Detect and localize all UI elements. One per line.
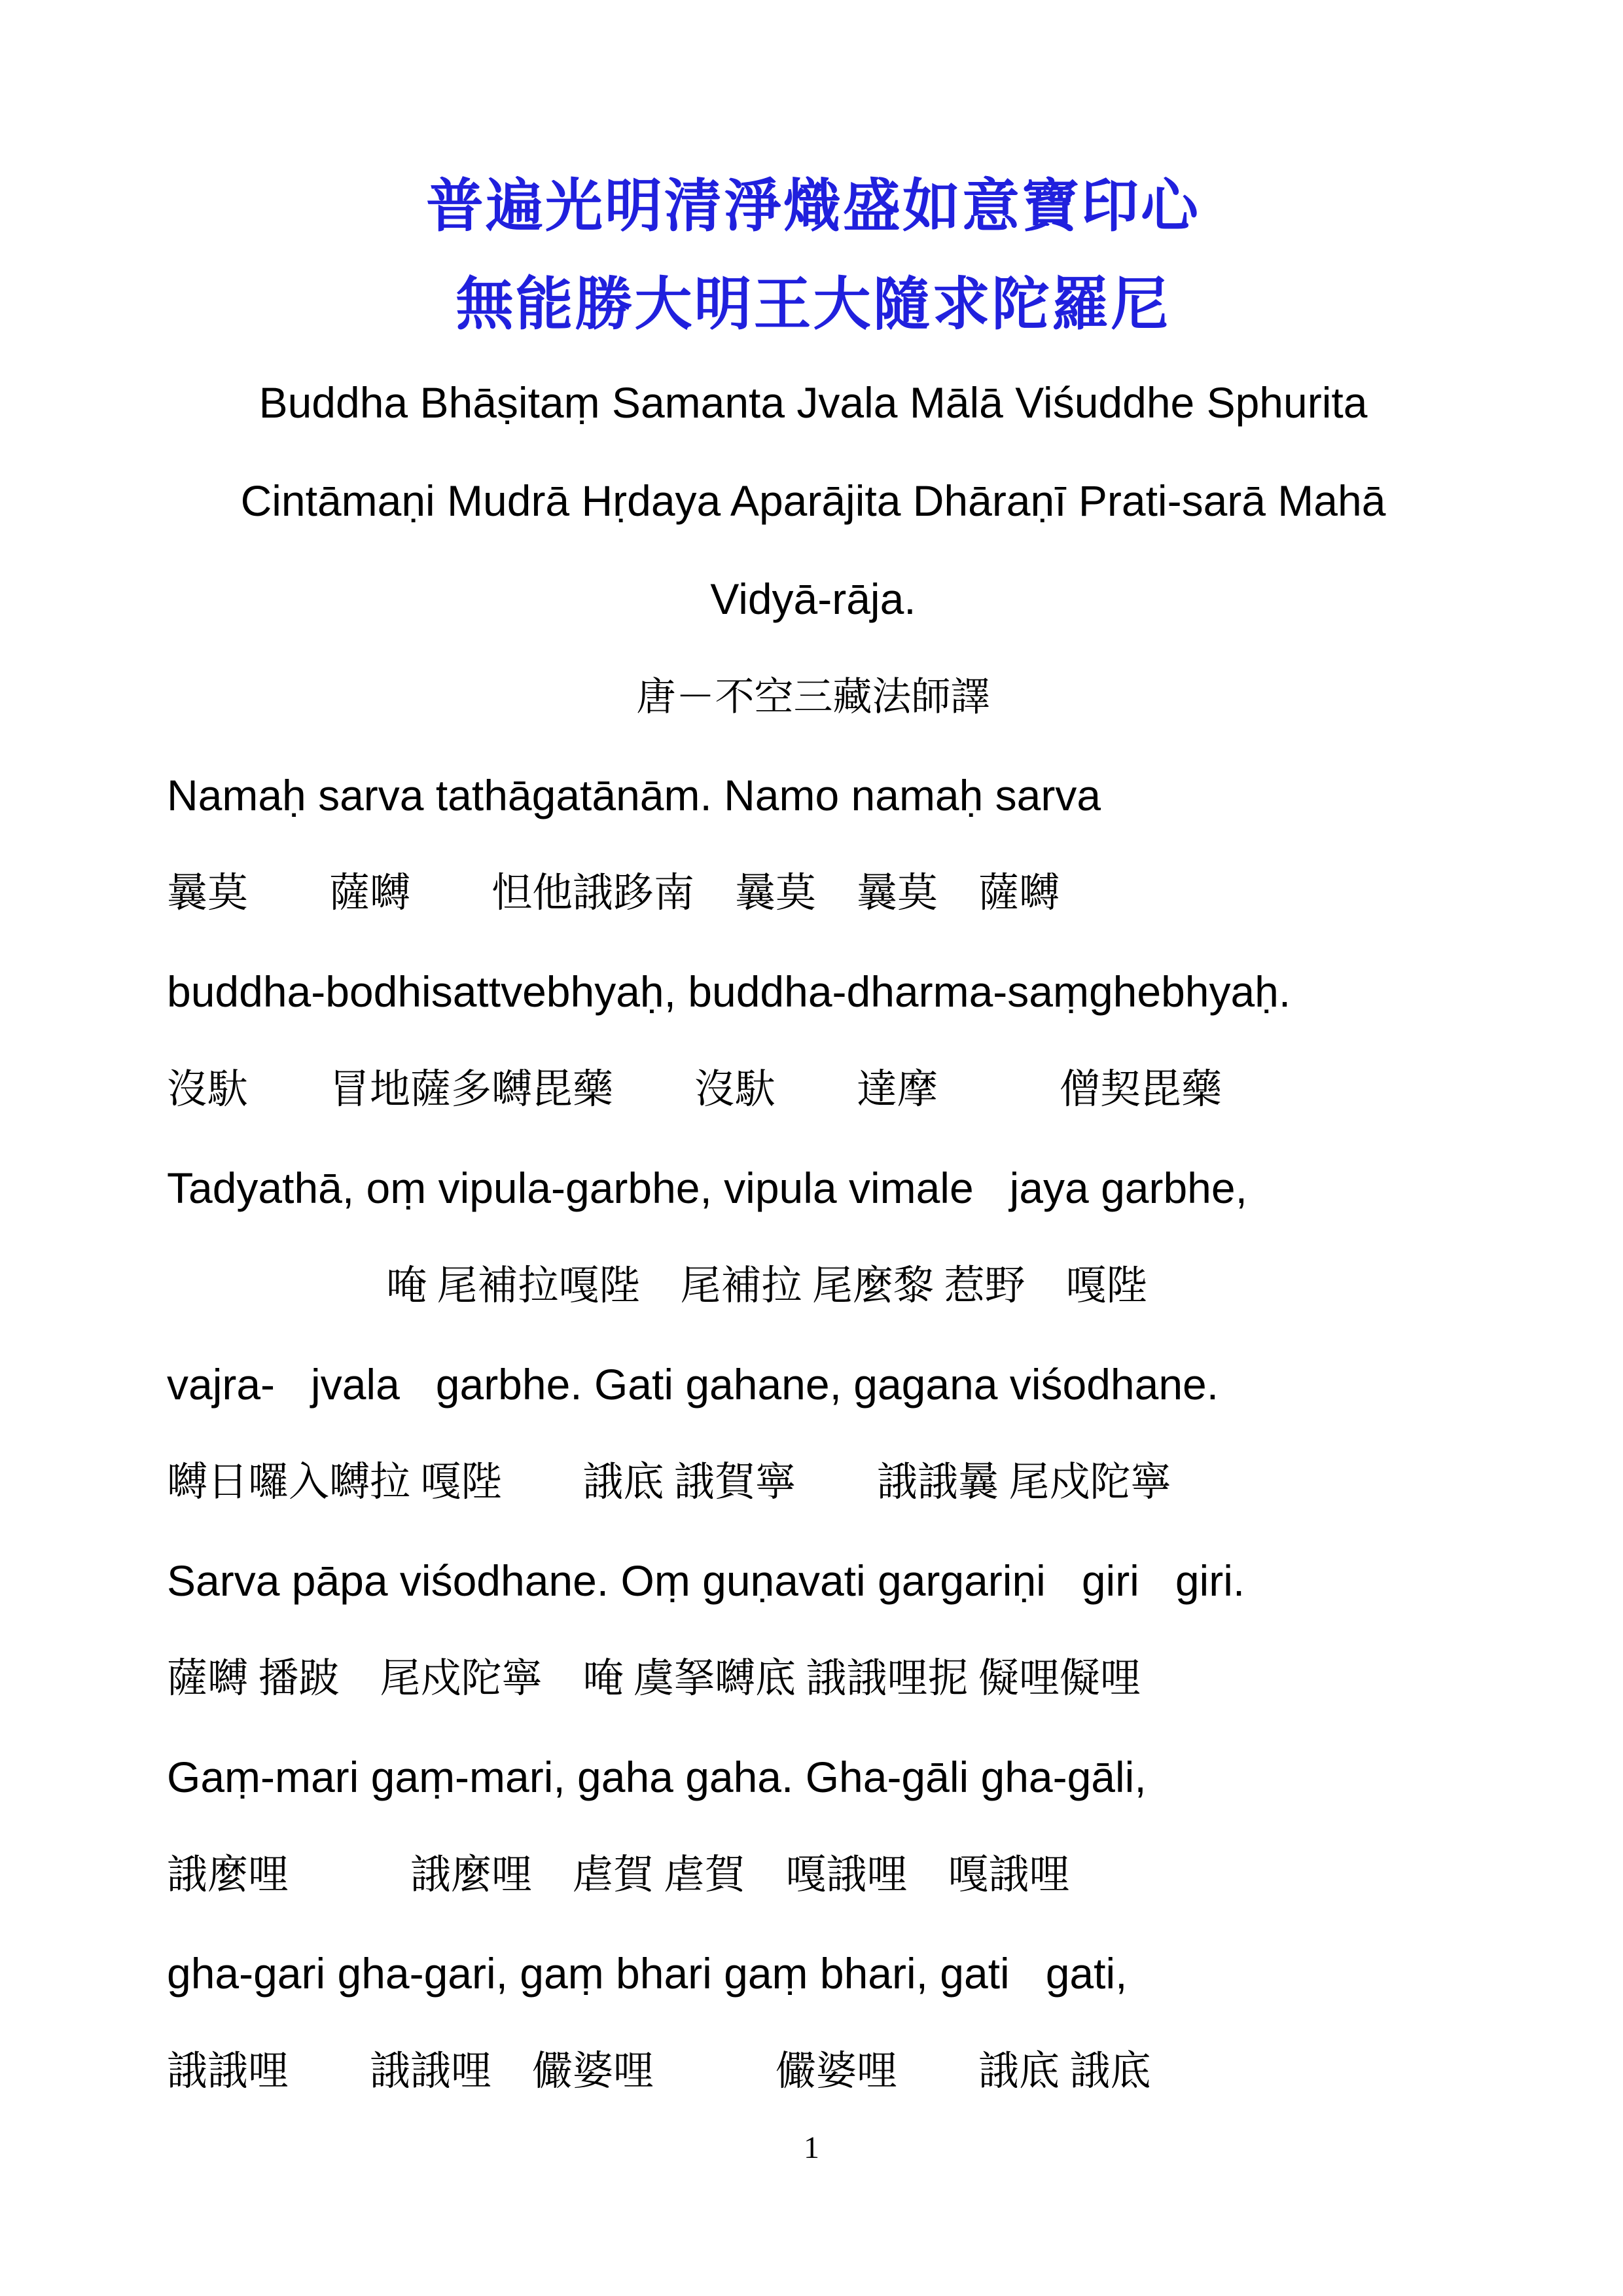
sanskrit-title-line-3: Vidyā-rāja. <box>710 575 916 623</box>
main-title-line-1: 普遍光明清淨熾盛如意寶印心 <box>425 173 1200 238</box>
sanskrit-title-line-1: Buddha Bhāṣitaṃ Samanta Jvala Mālā Viśuddhe Sphurita <box>259 378 1368 427</box>
mantra-cjk-line-6: 誐麼哩 誐麼哩 虐賀 虐賀 嘎誐哩 嘎誐哩 <box>167 1853 1070 1897</box>
mantra-roman-line-3: Tadyathā, oṃ vipula-garbhe, vipula vimale jaya garbhe, <box>167 1164 1247 1212</box>
page-number: 1 <box>804 2130 819 2165</box>
mantra-roman-line-5: Sarva pāpa viśodhane. Oṃ guṇavati gargariṇi giri giri. <box>167 1556 1245 1605</box>
main-title-line-2: 無能勝大明王大隨求陀羅尼 <box>455 272 1171 336</box>
mantra-cjk-line-2: 沒馱 冒地薩多嚩毘藥 沒馱 達摩 僧契毘藥 <box>167 1067 1222 1112</box>
mantra-cjk-line-4: 嚩日囉入嚩拉 嘎陛 誐底 誐賀寧 誐誐曩 尾戍陀寧 <box>167 1460 1171 1505</box>
mantra-roman-line-6: Gaṃ-mari gaṃ-mari, gaha gaha. Gha-gāli gha-gāli, <box>167 1753 1147 1801</box>
mantra-cjk-line-5: 薩嚩 播跛 尾戍陀寧 唵 虞拏嚩底 誐誐哩抳 儗哩儗哩 <box>167 1657 1141 1701</box>
mantra-roman-line-7: gha-gari gha-gari, gaṃ bhari gaṃ bhari, gati gati, <box>167 1949 1128 1998</box>
mantra-roman-line-2: buddha-bodhisattvebhyaḥ, buddha-dharma-saṃghebhyaḥ. <box>167 967 1291 1016</box>
sanskrit-title-line-2: Cintāmaṇi Mudrā Hṛdaya Aparājita Dhāraṇī Prati-sarā Mahā <box>240 476 1386 525</box>
translator-line: 唐－不空三藏法師譯 <box>636 675 990 719</box>
mantra-roman-line-4: vajra- jvala garbhe. Gati gahane, gagana viśodhane. <box>167 1360 1219 1408</box>
mantra-roman-line-1: Namaḥ sarva tathāgatānām. Namo namaḥ sarva <box>167 771 1101 819</box>
mantra-cjk-line-3: 唵 尾補拉嘎陛 尾補拉 尾麼黎 惹野 嘎陛 <box>386 1264 1147 1308</box>
mantra-cjk-line-7: 誐誐哩 誐誐哩 儼婆哩 儼婆哩 誐底 誐底 <box>167 2049 1151 2094</box>
mantra-cjk-line-1: 曩莫 薩嚩 怛他誐跢南 曩莫 曩莫 薩嚩 <box>167 871 1060 916</box>
